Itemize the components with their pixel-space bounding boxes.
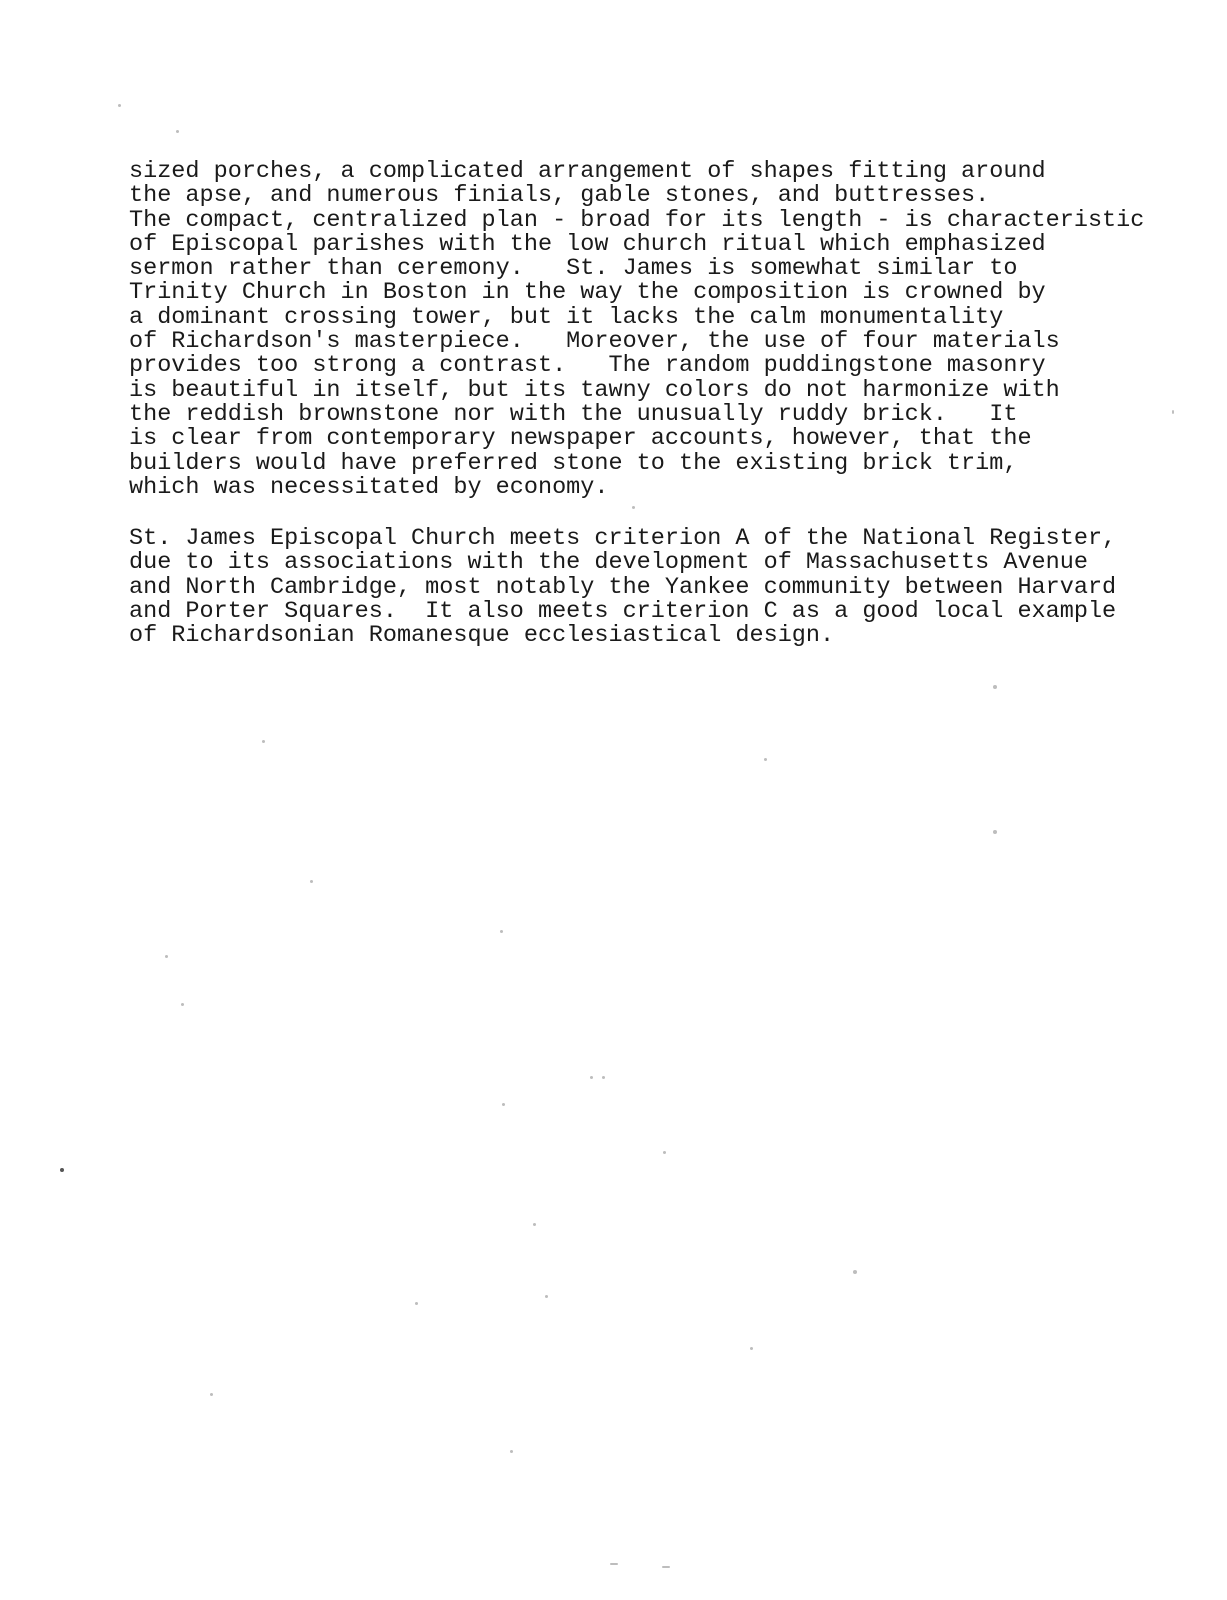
scan-speck (750, 1347, 753, 1350)
scan-speck (662, 1566, 670, 1568)
scan-speck (545, 1295, 548, 1298)
text-line: the apse, and numerous finials, gable stones, and buttresses. (129, 182, 990, 210)
scan-speck (533, 1223, 536, 1226)
text-line: a dominant crossing tower, but it lacks the calm monumentality (129, 303, 1004, 331)
text-line: St. James Episcopal Church meets criterion A of the National Register, (129, 525, 1117, 552)
text-line: the reddish brownstone nor with the unusually ruddy brick. It (129, 400, 1018, 428)
text-line: The compact, centralized plan - broad for its length - is characteristic (129, 206, 1145, 234)
text-line: of Richardsonian Romanesque ecclesiastical design. (129, 622, 835, 650)
scan-speck (610, 1563, 618, 1565)
scan-speck (181, 1003, 184, 1006)
scan-speck (415, 1302, 418, 1305)
scan-speck (210, 1393, 213, 1396)
scan-speck (176, 130, 179, 133)
scan-speck (764, 758, 767, 761)
scan-speck (993, 830, 997, 834)
text-line: sized porches, a complicated arrangement of shapes fitting around (129, 158, 1046, 185)
body-paragraph-1 (129, 160, 1144, 500)
scan-speck (310, 880, 313, 883)
text-line: provides too strong a contrast. The random puddingstone masonry (129, 352, 1046, 380)
text-line: of Richardson's masterpiece. Moreover, the use of four materials (129, 328, 1060, 356)
scan-speck (1172, 410, 1174, 414)
scan-speck (510, 1450, 513, 1453)
scan-speck (602, 1076, 605, 1079)
text-line: is beautiful in itself, but its tawny colors do not harmonize with (129, 376, 1060, 404)
body-paragraph-2 (129, 527, 1116, 648)
scan-speck (993, 685, 997, 689)
scan-speck (663, 1151, 666, 1154)
text-line: and Porter Squares. It also meets criterion C as a good local example (129, 597, 1117, 625)
scan-speck (262, 740, 265, 743)
scan-speck (118, 104, 121, 107)
text-line: Trinity Church in Boston in the way the composition is crowned by (129, 279, 1046, 307)
text-line: builders would have preferred stone to the existing brick trim, (129, 449, 1018, 477)
scan-speck (590, 1076, 593, 1079)
text-line: and North Cambridge, most notably the Yankee community between Harvard (129, 573, 1117, 601)
scan-speck (502, 1103, 505, 1106)
scan-speck (165, 955, 168, 958)
scan-speck (60, 1168, 64, 1172)
text-line: sermon rather than ceremony. St. James is somewhat similar to (129, 255, 1018, 283)
text-line: due to its associations with the development of Massachusetts Avenue (129, 549, 1088, 577)
text-line: of Episcopal parishes with the low church ritual which emphasized (129, 230, 1046, 258)
scan-speck (500, 930, 503, 933)
text-line: is clear from contemporary newspaper accounts, however, that the (129, 425, 1032, 453)
scan-speck (632, 506, 635, 509)
text-line: which was necessitated by economy. (129, 473, 609, 501)
scan-speck (853, 1270, 857, 1274)
